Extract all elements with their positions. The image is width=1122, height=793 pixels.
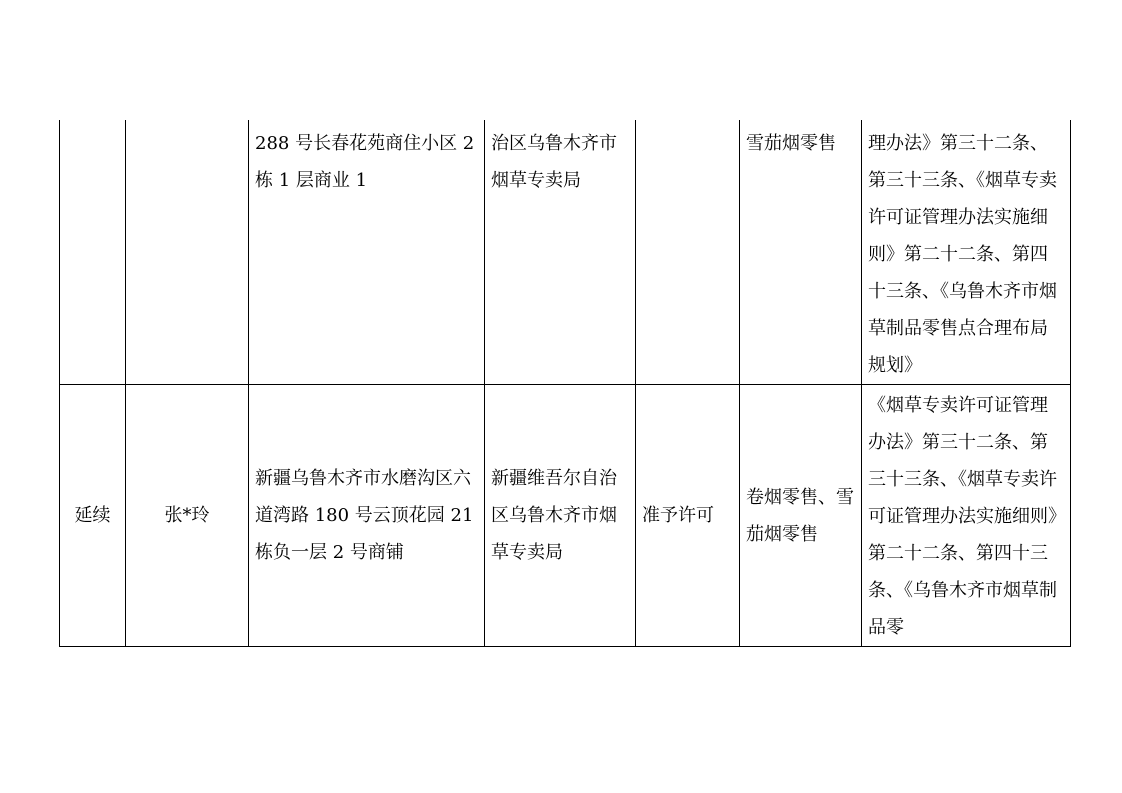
business-scope-cell: 雪茄烟零售 xyxy=(740,120,862,385)
business-scope-cell: 卷烟零售、雪茄烟零售 xyxy=(740,385,862,647)
legal-basis-cell: 《烟草专卖许可证管理办法》第三十二条、第三十三条、《烟草专卖许可证管理办法实施细则》第二十二条、第四十三条、《乌鲁木齐市烟草制品零 xyxy=(862,385,1071,647)
issuing-authority-cell: 治区乌鲁木齐市烟草专卖局 xyxy=(485,120,636,385)
decision-cell: 准予许可 xyxy=(636,385,740,647)
legal-basis-cell: 理办法》第三十二条、第三十三条、《烟草专卖许可证管理办法实施细则》第二十二条、第四十三条、《乌鲁木齐市烟草制品零售点合理布局规划》 xyxy=(862,120,1071,385)
business-address-cell: 新疆乌鲁木齐市水磨沟区六道湾路 180 号云顶花园 21 栋负一层 2 号商铺 xyxy=(249,385,485,647)
table-row xyxy=(60,120,1071,385)
license-table xyxy=(59,120,1071,647)
table-row xyxy=(60,385,1071,647)
applicant-name-cell xyxy=(126,120,249,385)
license-type-cell: 延续 xyxy=(60,385,126,647)
decision-cell xyxy=(636,120,740,385)
business-address-cell: 288 号长春花苑商住小区 2 栋 1 层商业 1 xyxy=(249,120,485,385)
applicant-name-cell: 张*玲 xyxy=(126,385,249,647)
issuing-authority-cell: 新疆维吾尔自治区乌鲁木齐市烟草专卖局 xyxy=(485,385,636,647)
license-type-cell xyxy=(60,120,126,385)
